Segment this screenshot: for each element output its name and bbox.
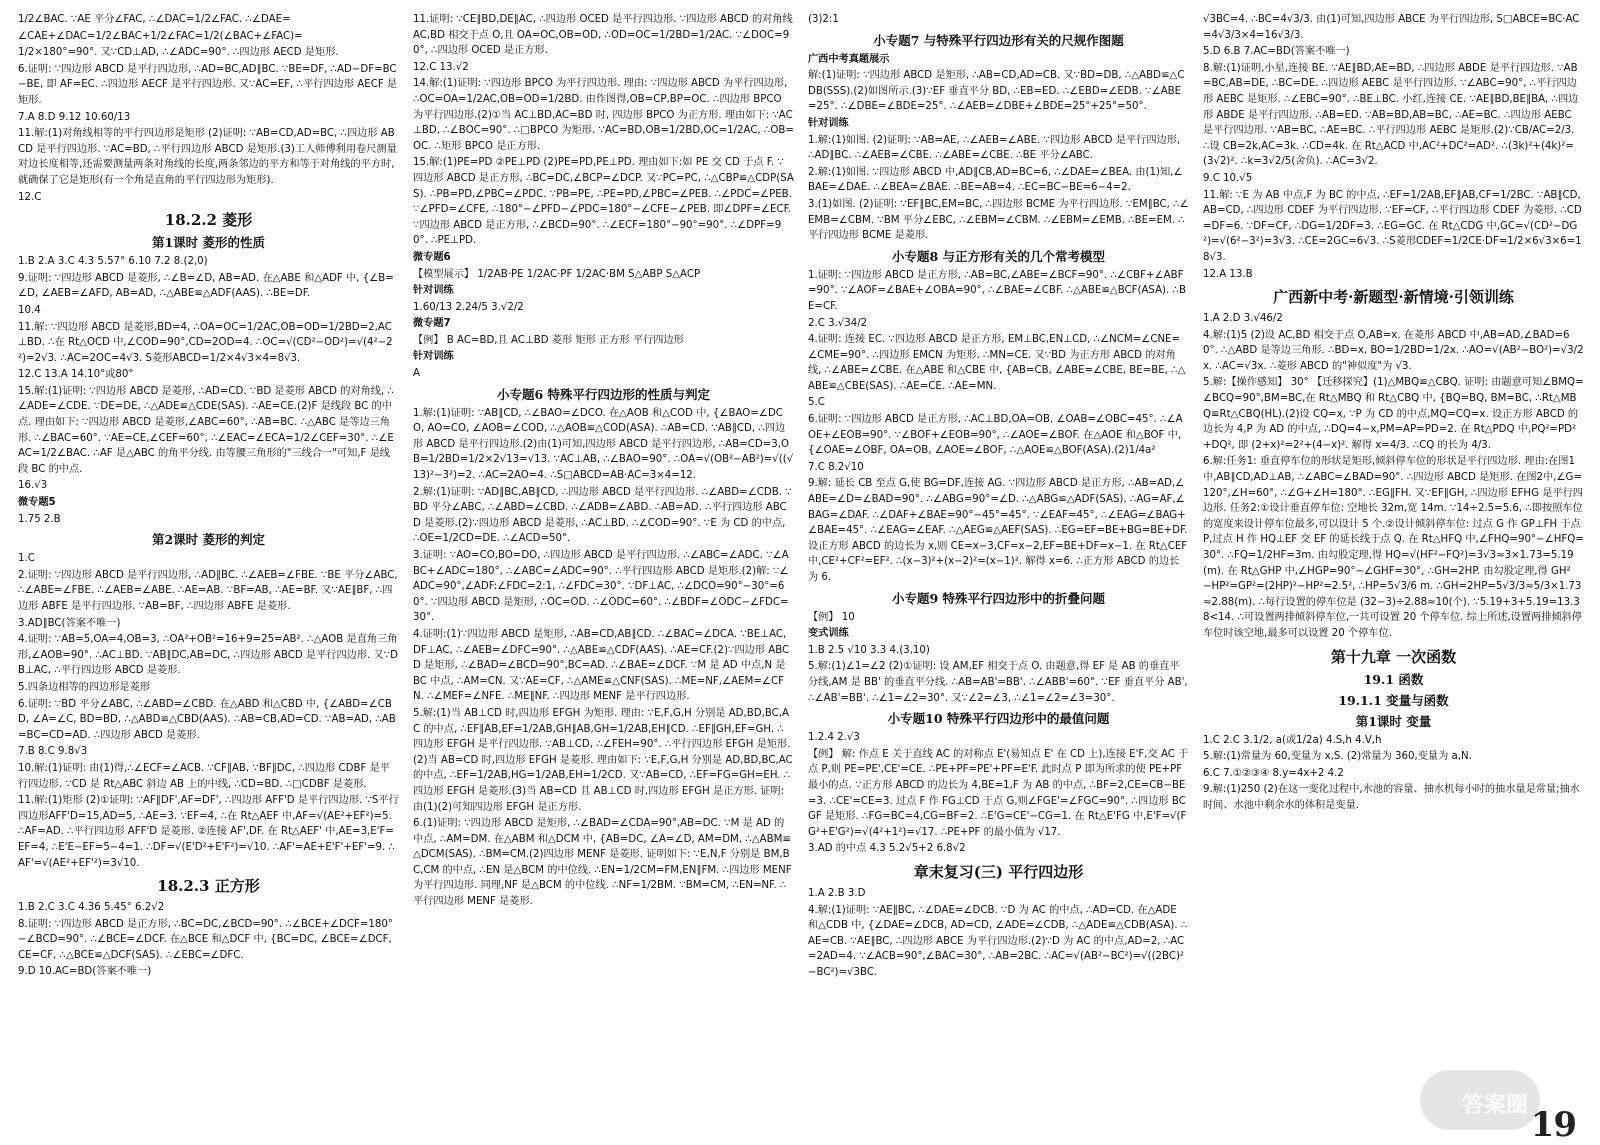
answer-line: 【模型展示】 1/2AB·PE 1/2AC·PF 1/2AC·BM S△ABP S△ACP bbox=[413, 268, 701, 280]
answer-line: 1.B 2.A 3.C 4.3 5.57° 6.10 7.2 8.(2,0) bbox=[18, 256, 208, 268]
answer-line: 1.75 2.B bbox=[18, 513, 61, 525]
answer-line: 1.解:(1)如图. (2)证明: ∵AB=AE, ∴∠AEB=∠ABE. ∵四边形 ABCD 是平行四边形, ∴AD∥BC. ∴∠AEB=∠CBE. ∴∠ABE=∠CBE. ∴BE 平分∠ABC. bbox=[808, 134, 1181, 162]
subsection-heading: 小专题9 特殊平行四边形中的折叠问题 bbox=[891, 590, 1106, 606]
subsection-heading: 第1课时 菱形的性质 bbox=[151, 235, 266, 251]
section-heading: 广西新中考·新题型·新情境·引领训练 bbox=[1273, 288, 1514, 307]
answer-line: 2.解:(1)如图. ∵四边形 ABCD 中,AD∥CB,AD=BC=6, ∴∠DAE=∠BEA. 由(1)知,∠BAE=∠DAE. ∴∠BEA=∠BAE. ∴BE=AB=4. ∴EC=BC−BE=6−4=2. bbox=[808, 166, 1183, 194]
section-heading: 第十九章 一次函数 bbox=[1330, 647, 1457, 666]
answer-line: 5.解:(1)∠1=∠2 (2)①证明: 设 AM,EF 相交于点 O. 由题意,得 EF 是 AB 的垂直平分线,AM 是 BB' 的垂直平分线. ∴AB=AB'=BB'. ∴∠ABB'=60°. ∵EF 垂直平分 AB', ∴∠AB'=BB'. ∴∠1=∠2=30°. 又∵∠2=∠3, ∴∠1=∠2=∠3=30°. bbox=[808, 661, 1188, 704]
answer-line: 16.√3 bbox=[18, 480, 48, 492]
answer-line: 12.C 13.A 14.10°或80° bbox=[18, 369, 134, 381]
answer-line: 11.解:(1)矩形 (2)①证明: ∵AF∥DF',AF=DF', ∴四边形 AFF'D 是平行四边形. ∵S平行四边形AFF'D=15,AD=5, ∴AE=3. ∵EF=4, ∴在 Rt△AEF 中,AF=√(AE²+EF²)=5. ∴AF=AD. ∴平行四边形 AFF'D 是菱形. ②连接 AF',DF. 在 Rt△AEF' 中,AE=3,E'F=EF=4, ∴E'E−EF=5−4=1. ∴DF=√(E'D²+E'F²)=√10. ∴AF'=AE+E'F'+EF'=9. ∴AF'=√(AE²+EF'²)=3√10. bbox=[18, 795, 399, 869]
answer-line: 2.解:(1)证明: ∵AD∥BC,AB∥CD, ∴四边形 ABCD 是平行四边形. ∴∠ABD=∠CDB. ∵BD 平分∠ABC, ∴∠ABD=∠CBD. ∴∠ADB=∠ABD. ∴AB=AD. ∴平行四边形 ABCD 是菱形.(2)∵四边形 ABCD 是菱形, ∴AC⊥BD. ∴∠COD=90°. ∵E 为 CD 的中点, ∴OE=1/2CD=DE. ∴∠ACD=50°. bbox=[413, 486, 792, 545]
subsection-heading: 小专题6 特殊平行四边形的性质与判定 bbox=[496, 386, 711, 402]
answer-line: 2.证明: ∵四边形 ABCD 是平行四边形, ∴AD∥BC. ∴∠AEB=∠FBE. ∵BE 平分∠ABC, ∴∠ABE=∠FBE. ∴∠AEB=∠ABE. ∴AE=AB. ∵BF=AB, ∴AE=BF. 又∵AE∥BF, ∴四边形 ABFE 是平行四边形. ∵AB=BF, ∴四边形 ABFE 是菱形. bbox=[18, 569, 398, 612]
answer-line: 4.解:(1)证明: ∵AE∥BC, ∴∠DAE=∠DCB. ∵D 为 AC 的中点, ∴AD=CD. 在△ADE 和△CDB 中, {∠DAE=∠DCB, AD=CD, ∠ADE=∠CDB, ∴△ADE≌△CDB(ASA). ∴AE=CB. ∵AE∥BC, ∴四边形 ABCE 为平行四边形.(2)∵D 为 AC 的中点,AD=2, ∴AC=2AD=4. ∵∠ACB=90°,∠BAC=30°, ∴AB=2BC. ∴AC=√(AB²−BC²)=√((2BC)²−BC²)=√3BC. bbox=[808, 904, 1188, 978]
subsection-heading: 第2课时 菱形的判定 bbox=[151, 532, 266, 548]
answer-line: 6.(1)证明: ∵四边形 ABCD 是矩形, ∴∠BAD=∠CDA=90°,AB=DC. ∵M 是 AD 的中点, ∴AM=DM. 在△ABM 和△DCM 中, {AB=DC, ∠A=∠D, AM=DM, ∴△ABM≌△DCM(SAS). ∴BM=CM.(2)四边形 MENF 是菱形. 证明如下: ∵E,N,F 分别是 BM,BC,CM 的中点, ∴EN 是△BCM 的中位线. ∴EN=1/2CM=FM,EN∥FM. ∴四边形 MENF 为平行四边形. 同理,NF 是△BCM 的中位线. ∴NF=1/2BM. ∵BM=CM, ∴EN=NF. ∴平行四边形 MENF 是菱形. bbox=[413, 818, 792, 908]
answer-line: 1.A 2.D 3.√46/2 bbox=[1203, 313, 1283, 325]
answer-line: 5.解:【操作感知】 30° 【迁移探究】(1)△MBQ≌△CBQ. 证明: 由题意可知∠BMQ=∠BCQ=90°,BM=BC,在 Rt△MBQ 和 Rt△CBQ 中, {BQ=BQ, BM=BC, ∴Rt△MBQ≌Rt△CBQ(HL).(2)设 CQ=x, ∵P 为 CD 的中点,MQ=CQ=x. 设正方形 ABCD 的边长为 4,P 为 AD 的中点, ∴DQ=4−x,PM=AP=PD=2. 在 Rt△PDQ 中,PQ²=PD²+DQ², 即 (2+x)²=2²+(4−x)². 解得 x=4/3. ∴CQ 的长为 4/3. bbox=[1203, 377, 1584, 451]
answer-line: 1.A 2.B 3.D bbox=[808, 887, 866, 899]
answer-line: 1/2×180°=90°. 又∵CD⊥AD, ∴∠ADC=90°. ∴四边形 AECD 是矩形. bbox=[18, 47, 339, 59]
answer-line: 11.解: ∵四边形 ABCD 是菱形,BD=4, ∴OA=OC=1/2AC,OB=OD=1/2BD=2,AC⊥BD. ∴在 Rt△OCD 中,∠COD=90°,CD=2OD=4. ∴OC=√(CD²−OD²)=√(4²−2²)=2√3. ∴AC=2OC=4√3. S菱形ABCD=1/2×4√3×4=8√3. bbox=[18, 321, 393, 364]
column-2 bbox=[413, 12, 794, 1122]
subsection-heading: 小专题7 与特殊平行四边形有关的尺规作图题 bbox=[873, 32, 1124, 48]
answer-line: 3.证明: ∵AO=CO,BO=DO, ∴四边形 ABCD 是平行四边形. ∴∠ABC=∠ADC. ∵∠ABC+∠ADC=180°, ∴∠ABC=∠ADC=90°. ∴平行四边形 ABCD 是矩形.(2)解: ∵∠ADC=90°,∠ADF:∠FDC=2:1, ∴∠FDC=30°. ∵DF⊥AC, ∴∠DCO=90°−30°=60°. ∵四边形 ABCD 是矩形, ∴OC=OD. ∴∠ODC=60°. ∴∠BDF=∠ODC−∠FDC=30°. bbox=[413, 550, 789, 624]
answer-line: 1.证明: ∵四边形 ABCD 是正方形, ∴AB=BC,∠ABE=∠BCF=90°. ∴∠CBF+∠ABF=90°. ∵∠AOF=∠BAE+∠OBA=90°, ∴∠BAE=∠CBF. ∴△ABE≌△BCF(ASA). ∴BE=CF. bbox=[808, 269, 1186, 312]
answer-line: 9.解:(1)250 (2)在这一变化过程中,水池的容量、抽水机每小时的抽水量是常量;抽水时间、水池中剩余水的体积是变量. bbox=[1203, 784, 1580, 811]
answer-line: 1.解:(1)证明: ∵AB∥CD, ∴∠BAO=∠DCO. 在△AOB 和△COD 中, {∠BAO=∠DCO, AO=CO, ∠AOB=∠COD, ∴△AOB≌△COD(ASA). ∴AB=CD. ∵AB∥CD, ∴四边形 ABCD 是平行四边形.(2)由(1)可知,四边形 ABCD 是平行四边形, ∴AB=CD=3,OB=1/2BD=1/2×2√13=√13. ∵AC⊥AB, ∴∠BAO=90°. ∴OA=√(OB²−AB²)=√((√13)²−3²)=2. ∴AC=2AO=4. ∴S□ABCD=AB·AC=3×4=12. bbox=[413, 407, 794, 482]
section-heading: 18.2.3 正方形 bbox=[157, 877, 260, 896]
answer-line: 针对训练 bbox=[808, 117, 849, 129]
answer-line: 10.解:(1)证明: 由(1)得,∴∠ECF=∠ACB. ∵CF∥AB, ∵BF∥DC, ∴四边形 CDBF 是平行四边形. ∵CD 是 Rt△ABC 斜边 AB 上的中线, ∴CD=BD. ∴□CDBF 是菱形. bbox=[18, 762, 390, 790]
subsection-heading: 小专题8 与正方形有关的几个常考模型 bbox=[891, 248, 1106, 264]
answer-line: 4.解:(1)5 (2)设 AC,BD 相交于点 O,AB=x. 在菱形 ABCD 中,AB=AD,∠BAD=60°. ∴△ABD 是等边三角形. ∴BD=x, BO=1/2BD=1/2x. ∴AO=√(AB²−BO²)=√3/2x. ∴AC=√3x. ∴菱形 ABCD 的"神似度"为 √3. bbox=[1203, 329, 1584, 372]
answer-line: 针对训练 bbox=[413, 285, 454, 297]
answer-line: 8.证明: ∵四边形 ABCD 是正方形, ∴BC=DC,∠BCD=90°. ∴∠BCE+∠DCF=180°−∠BCD=90°. ∴∠BCE=∠DCF. 在△BCE 和△DCF 中, {BC=DC, ∠BCE=∠DCF, CE=CF, ∴△BCE≌△DCF(SAS). ∴∠EBC=∠DFC. bbox=[18, 918, 393, 961]
answer-line: 1.C 2.C 3.1/2, a(或1/2a) 4.S,h 4.V,h bbox=[1203, 734, 1382, 746]
subsection-heading: 19.1.1 变量与函数 bbox=[1338, 692, 1449, 708]
answer-line: 3.AD 的中点 4.3 5.2√5+2 6.8√2 bbox=[808, 843, 966, 855]
answer-page bbox=[18, 12, 1584, 1122]
answer-line: 【例】 10 bbox=[808, 611, 855, 623]
answer-line: (3)2:1 bbox=[808, 14, 839, 25]
answer-line: 5.C bbox=[808, 397, 825, 409]
answer-line: 【例】 解: 作点 E 关于直线 AC 的对称点 E'(易知点 E' 在 CD 上),连接 E'F,交 AC 于点 P,则 PE=PE',CE'=CE. ∴PE+PF=PE'+PF=E'F. 此时点 P 即为所求的使 PE+PF 最小的点. ∵正方形 ABCD 的边长为 4,BE=1,F 为 AB 的中点, ∴BF=2,CE=CB−BE=3. ∴CE'=CE=3. 过点 F 作 FG⊥CD 于点 G,则∠FGE'=∠FGC=90°. ∴四边形 BCGF 是矩形. ∴FG=BC=4,CG=BF=2. ∴E'G=CE'−CG=1. 在 Rt△E'FG 中,E'F=√(FG²+E'G²)=√(4²+1²)=√17. ∴PE+PF 的最小值为 √17. bbox=[808, 748, 1189, 838]
answer-line: 6.解:任务1: 垂直停车位的形状是矩形,倾斜停车位的形状是平行四边形. 理由:在图1中,AB∥CD,AD⊥AB, ∴∠ABC=∠BAD=90°. ∴四边形 ABCD 是矩形. 在图2中,∠G=120°,∠H=60°, ∴∠G+∠H=180°. ∴EG∥FH. 又∵EF∥GH, ∴四边形 EFHG 是平行四边形. 任务2:①设计垂直停车位: 空地长 32m,宽 14m. ∵14÷2.5=5.6, ∴即按照车位的宽度来设计停车位最多,可以设计 5 个.②设计倾斜停车位: 过点 G 作 GP⊥FH 于点 P,过点 H 作 HQ⊥EF 交 EF 的延长线于点 Q. 在 Rt△HFQ 中,∠FHQ=90°−∠HFQ=30°. ∴FQ=1/2HF=3m. 由勾股定理,得 HQ=√(HF²−FQ²)=3√3≈3×1.73=5.19(m). 在 Rt△GHP 中,∠HGP=90°−∠GHF=30°, ∴GH=2HP. 由勾股定理,得 GH²−HP²=GP²=(2HP)²−HP²=2.5², ∴HP=5√3/6 m. ∴GH=2HP=5√3/3≈5/3×1.73≈2.88(m). ∴每行设置的停车位是 (32−3)÷2.88≈10(个). ∵5.19+3+5.19=13.38<14. ∴可设置两排倾斜停车位,一共可设置 20 个停车位. 综上所述,设置两排倾斜停车位时该空地,最多可以设置 20 个停车位. bbox=[1203, 456, 1584, 639]
answer-line: 3.AD∥BC(答案不唯一) bbox=[18, 617, 121, 629]
subsection-heading: 小专题10 特殊平行四边形中的最值问题 bbox=[887, 711, 1110, 727]
answer-line: 15.解:(1)证明: ∵四边形 ABCD 是菱形, ∴AD=CD. ∵BD 是菱形 ABCD 的对角线, ∴∠ADE=∠CDE. ∵DE=DE, ∴△ADE≌△CDE(SAS). ∴AE=CE.(2)F 是线段 BC 的中点. 理由如下: ∵四边形 ABCD 是菱形,∠ABC=60°, ∴AB=BC. ∴△ABC 是等边三角形. ∴∠BAC=60°. ∵AE=CE,∠CEF=60°, ∴∠EAC=∠ECA=1/2∠CEF=30°. ∴∠EAC=1/2∠BAC. ∴AF 是△ABC 的角平分线. 由等腰三角形的"三线合一"可知,F 是线段 BC 的中点. bbox=[18, 385, 394, 475]
answer-line: 12.A 13.B bbox=[1203, 268, 1253, 280]
answer-line: 5.D 6.B 7.AC=BD(答案不唯一) bbox=[1203, 46, 1350, 58]
answer-line: 5.四条边相等的四边形是菱形 bbox=[18, 681, 150, 693]
answer-line: 11.证明: ∵CE∥BD,DE∥AC, ∴四边形 OCED 是平行四边形. ∵四边形 ABCD 的对角线 AC,BD 相交于点 O,且 OA=OC,OB=OD, ∴OD=OC=1/2BD=1/2AC. ∵∠DOC=90°, ∴四边形 OCED 是正方形. bbox=[413, 14, 793, 57]
answer-line: 8.解:(1)证明,小星,连接 BE. ∵AE∥BD,AE=BD, ∴四边形 ABDE 是平行四边形. ∵AB=BC,AB=DE, ∴BC=DE. ∴四边形 AEBC 是平行四边形. ∵∠ABC=90°, ∴平行四边形 AEBC 是矩形. ∴∠EBC=90°. ∴BE⊥BC. 小红,连接 CE. ∵AE∥BD,BE∥BA, ∴四边形 ABDE 是平行四边形. ∴AB=ED. ∵AB=BD,AB=BC, ∴AE=BC. ∴四边形 AEBC 是平行四边形. ∵AB=BC, ∴AE=BC. ∴平行四边形 AEBC 是矩形.(2)∵CB/AC=2/3. ∴设 CB=2k,AC=3k. ∴CD=4k. 在 Rt△ACD 中,AC²+DC²=AD². ∴(3k)²+(4k)²=(3√2)². ∴k=3√2/5(舍负). ∴AC=3√2. bbox=[1203, 62, 1579, 168]
answer-line: 6.C 7.①②③④ 8.y=4x+2 4.2 bbox=[1203, 767, 1344, 779]
answer-line: 6.证明: ∵四边形 ABCD 是正方形, ∴AC⊥BD,OA=OB, ∠OAB=∠OBC=45°. ∴∠AOE+∠EOB=90°. ∵∠BOF+∠EOB=90°, ∴∠AOE=∠BOF. 在△AOE 和△BOF 中, {∠OAE=∠OBF, OA=OB, ∠AOE=∠BOF, ∴△AOE≌△BOF(ASA).(2)1/4a² bbox=[808, 414, 1183, 457]
answer-line: 2.C 3.√34/2 bbox=[808, 317, 868, 329]
answer-line: 7.B 8.C 9.8√3 bbox=[18, 746, 88, 758]
answer-line: 1.B 2.5 √10 3.3 4.(3,10) bbox=[808, 644, 930, 656]
answer-line: 14.解:(1)证明: ∵四边形 BPCO 为平行四边形. 理由: ∵四边形 ABCD 为平行四边形, ∴OC=OA=1/2AC,OB=OD=1/2BD. 由作图得,OB=CP,BP=OC. ∴四边形 BPCO 为平行四边形.(2)①当 AC⊥BD,AC=BD 时, 四边形 BPCO 为正方形. 理由如下: ∵AC⊥BD, ∴∠BOC=90°. ∴□BPCO 为矩形. ∵AC=BD,OB=1/2BD,OC=1/2AC, ∴OB=OC. ∴矩形 BPCO 是正方形. bbox=[413, 78, 794, 152]
answer-line: 9.解: 延长 CB 至点 G,使 BG=DF,连接 AG. ∵四边形 ABCD 是正方形, ∴AB=AD,∠ABE=∠D=∠BAD=90°. ∴∠ABG=90°=∠D. ∴△ABG≌△ADF(SAS). ∴AG=AF,∠BAG=∠DAF. ∴∠DAF+∠BAE=90°−45°=45°. ∵∠EAF=45°, ∴∠EAG=∠BAG+∠BAE=45°. ∴∠EAG=∠EAF. ∴△AEG≌△AEF(SAS). ∴EG=EF=BE+BG=BE+DF. 设正方形 ABCD 的边长为 x,则 CE=x−3,CF=x−2,EF=BE+DF=x−1. 在 Rt△CEF 中,CE²+CF²=EF². ∴(x−3)²+(x−2)²=(x−1)². 解得 x=6. ∴正方形 ABCD 的边长为 6. bbox=[808, 478, 1188, 583]
answer-line: 1.B 2.C 3.C 4.36 5.45° 6.2√2 bbox=[18, 902, 165, 914]
answer-line: 4.证明:(1)∵四边形 ABCD 是矩形, ∴AB=CD,AB∥CD. ∴∠BAC=∠DCA. ∵BE⊥AC,DF⊥AC, ∴∠AEB=∠DFC=90°. ∴△ABE≌△CDF(AAS). ∴AE=CF.(2)∵四边形 ABCD 是矩形, ∴∠BAD=∠BCD=90°,BC=AD. ∴∠BAE=∠DCF. ∵M 是 AD 中点,N 是 BC 中点, ∴AM=CN. 又∵AE=CF, ∴△AME≌△CNF(SAS). ∴ME=NF,∠AEM=∠CFN. ∴∠MEF=∠NFE. ∴ME∥NF. ∴四边形 MENF 是平行四边形. bbox=[413, 628, 790, 703]
answer-line: 1/2∠BAC. ∵AE 平分∠FAC, ∴∠DAC=1/2∠FAC. ∴∠DAE= bbox=[18, 14, 291, 25]
answer-line: 4.证明: 连接 EC. ∵四边形 ABCD 是正方形, EM⊥BC,EN⊥CD, ∴∠NCM=∠CNE=∠CME=90°. ∴四边形 EMCN 为矩形. ∴MN=CE. 又∵BD 为正方形 ABCD 的对角线, ∴∠ABE=∠CBE. 在△ABE 和△CBE 中, {AB=CB, ∠ABE=∠CBE, BE=BE, ∴△ABE≌△CBE(SAS). ∴AE=CE. ∴AE=MN. bbox=[808, 334, 1186, 392]
answer-line: 微专题6 bbox=[413, 251, 451, 263]
answer-line: 解:(1)证明: ∵四边形 ABCD 是矩形, ∴AB=CD,AD=CB. 又∵BD=DB, ∴△ABD≌△CDB(SSS).(2)如图所示.(3)∵EF 垂直平分 BD, ∴EB=ED. ∴∠EBD=∠EDB. ∵∠ABE=25°. ∴∠DBE=∠BDE=25°. ∴∠AEB=∠DBE+∠BDE=25°+25°=50°. bbox=[808, 70, 1185, 113]
column-4 bbox=[1203, 12, 1584, 1122]
answer-line: 6.证明: ∵BD 平分∠ABC, ∴∠ABD=∠CBD. 在△ABD 和△CBD 中, {∠ABD=∠CBD, ∠A=∠C, BD=BD, ∴△ABD≌△CBD(AAS). ∴AB=CB,AD=CD. ∵AB=AD, ∴AB=BC=CD=AD. ∴四边形 ABCD 是菱形. bbox=[18, 698, 396, 741]
answer-line: 5.解:(1)当 AB⊥CD 时,四边形 EFGH 为矩形. 理由: ∵E,F,G,H 分别是 AD,BD,BC,AC 的中点, ∴EF∥AB,EF=1/2AB,GH∥AB,GH=1/2AB,EH∥CD. ∴EF∥GH,EF=GH. ∴四边形 EFGH 是平行四边形. ∵AB⊥CD, ∴∠FEH=90°. ∴平行四边形 EFGH 是矩形.(2)当 AB=CD 时,四边形 EFGH 是菱形. 理由如下: ∵E,F,G,H 分别是 AD,BD,BC,AC 的中点, ∴EF=1/2AB,HG=1/2AB,EH=1/2CD. 又∵AB=CD, ∴EF=FG=GH=EH. ∴四边形 EFGH 是菱形.(3)当 AB=CD 且 AB⊥CD 时,四边形 EFGH 是正方形. 证明:由(1)(2)可知四边形 EFGH 是正方形. bbox=[413, 707, 793, 813]
answer-line: 5.解:(1)常量为 60,变量为 x,S. (2)常量为 360,变量为 a,N. bbox=[1203, 751, 1472, 763]
answer-line: 15.解:(1)PE=PD ②PE⊥PD (2)PE=PD,PE⊥PD. 理由如下:如 PE 交 CD 于点 F. ∵四边形 ABCD 是正方形, ∴BC=DC,∠BCP=∠DCP. 又∵PC=PC, ∴△CBP≌△CDP(SAS). ∴PB=PD,∠PBC=∠PDC. ∵PB=PE, ∴PE=PD,∠PBC=∠PEB. ∴∠PDC=∠PEB. ∵∠PFD=∠CFE, ∴180°−∠PFD−∠PDC=180°−∠CFE−∠PEB. 即∠DPF=∠ECF. ∵四边形 ABCD 是正方形, ∴∠BCD=90°. ∴∠ECF=180°−90°=90°. ∴∠DPF=90°. ∴PE⊥PD. bbox=[413, 157, 794, 247]
answer-line: 变式训练 bbox=[808, 628, 849, 640]
answer-line: ∠CAE+∠DAC=1/2∠BAC+1/2∠FAC=1/2(∠BAC+∠FAC)= bbox=[18, 30, 303, 42]
answer-line: 11.解: ∵E 为 AB 中点,F 为 BC 的中点, ∴EF=1/2AB,EF∥AB,CF=1/2BC. ∵AB∥CD,AB=CD, ∴四边形 CDEF 为平行四边形. ∵EF=CF, ∴平行四边形 CDEF 为菱形. ∴CD=DF=6. ∵DF=CF, ∴DG=1/2DF=3. ∴EG=GC. 在 Rt△CDG 中,GC=√(CD²−DG²)=√(6²−3²)=3√3. ∴CE=2GC=6√3. ∴S菱形CDEF=1/2CE·DF=1/2×6√3×6=18√3. bbox=[1203, 189, 1582, 263]
answer-line: 9.D 10.AC=BD(答案不唯一) bbox=[18, 966, 152, 978]
answer-line: 12.C bbox=[18, 191, 42, 203]
answer-line: 4.证明: ∵AB=5,OA=4,OB=3, ∴OA²+OB²=16+9=25=AB². ∴△AOB 是直角三角形,∠AOB=90°. ∴AC⊥BD. ∵AB∥DC,AB=DC, ∴四边形 ABCD 是平行四边形. 又∵DB⊥AC, ∴平行四边形 ABCD 是菱形. bbox=[18, 634, 399, 677]
answer-line: 【例】 B AC=BD,且 AC⊥BD 菱形 矩形 正方形 平行四边形 bbox=[413, 334, 684, 346]
answer-line: 微专题5 bbox=[18, 497, 56, 509]
answer-line: 10.4 bbox=[18, 304, 41, 316]
answer-line: 3.(1)如图. (2)证明: ∵EF∥BC,EM=BC, ∴四边形 BCME 为平行四边形. ∵EM∥BC, ∴∠EMB=∠CBM. ∵BM 平分∠EBC, ∴∠EBM=∠CBM. ∴∠EBM=∠EMB. ∴BE=EM. ∴平行四边形 BCME 是菱形. bbox=[808, 198, 1189, 242]
answer-line: 9.C 10.√5 bbox=[1203, 172, 1253, 184]
section-heading: 章末复习(三) 平行四边形 bbox=[913, 862, 1084, 881]
answer-line: 1.C bbox=[18, 553, 35, 565]
answer-line: 1.2.4 2.√3 bbox=[808, 732, 860, 744]
column-3 bbox=[808, 12, 1189, 1122]
answer-line: 1.60/13 2.24/5 3.√2/2 bbox=[413, 301, 524, 313]
answer-line: 广西中考真题展示 bbox=[808, 53, 890, 65]
subsection-heading: 第1课时 变量 bbox=[1355, 713, 1432, 729]
answer-line: √3BC=4. ∴BC=4√3/3. 由(1)可知,四边形 ABCE 为平行四边形, S□ABCE=BC·AC=4√3/3×4=16√3/3. bbox=[1203, 14, 1580, 41]
watermark-text: 答案圈 bbox=[1461, 1093, 1528, 1119]
subsection-heading: 19.1 函数 bbox=[1363, 671, 1424, 687]
answer-line: 微专题7 bbox=[413, 318, 451, 330]
answer-line: 11.解:(1)对角线相等的平行四边形是矩形 (2)证明: ∵AB=CD,AD=BC, ∴四边形 ABCD 是平行四边形. ∵AC=BD, ∴平行四边形 ABCD 是矩形.(3)工人师傅利用卷尺测量对边长度相等,还需要测量两条对角线的长度,两条邻边的平方和等于对角线的平方时,就确保了它是矩形(有一个角是直角的平行四边形为矩形). bbox=[18, 128, 397, 186]
answer-line: A bbox=[413, 368, 420, 380]
answer-line: 9.证明: ∵四边形 ABCD 是菱形, ∴∠B=∠D, AB=AD. 在△ABE 和△ADF 中, {∠B=∠D, ∠AEB=∠AFD, AB=AD, ∴△ABE≌△ADF(AAS). ∴BE=DF. bbox=[18, 272, 394, 300]
answer-line: 针对训练 bbox=[413, 351, 454, 363]
section-heading: 18.2.2 菱形 bbox=[164, 211, 253, 230]
column-1 bbox=[18, 12, 399, 1122]
answer-line: 12.C 13.√2 bbox=[413, 61, 469, 73]
answer-line: 7.A 8.D 9.12 10.60/13 bbox=[18, 111, 131, 123]
page-number: 19 bbox=[1530, 1105, 1576, 1145]
answer-line: 7.C 8.2√10 bbox=[808, 461, 864, 473]
answer-line: 6.证明: ∵四边形 ABCD 是平行四边形, ∴AD=BC,AD∥BC. ∵BE=DF, ∴AD−DF=BC−BE, 即 AF=EC. ∴四边形 AECF 是平行四边形. 又∵AC=EF, ∴平行四边形 AECF 是矩形. bbox=[18, 63, 398, 106]
